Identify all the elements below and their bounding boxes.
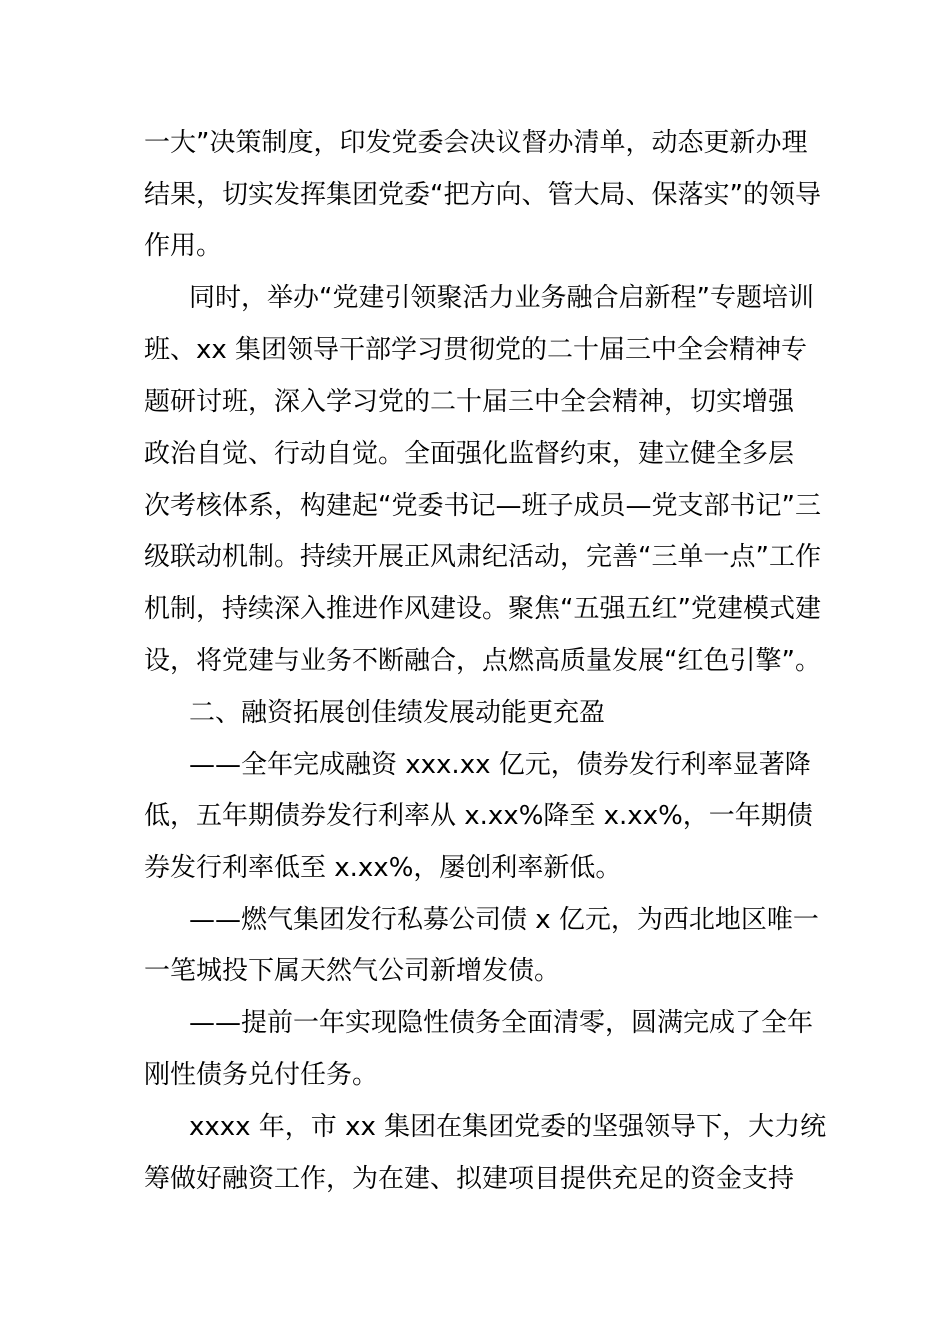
text-line: xxxx 年，市 xx 集团在集团党委的坚强领导下，大力统 bbox=[189, 1112, 827, 1142]
text-line: 政治自觉、行动自觉。全面强化监督约束，建立健全多层 bbox=[144, 439, 795, 469]
text-line: 结果，切实发挥集团党委“把方向、管大局、保落实”的领导 bbox=[144, 180, 821, 210]
text-line: 筹做好融资工作，为在建、拟建项目提供充足的资金支持 bbox=[144, 1164, 795, 1194]
text-line: 一笔城投下属天然气公司新增发债。 bbox=[144, 956, 561, 986]
section-heading: 二、融资拓展创佳绩发展动能更充盈 bbox=[189, 698, 606, 728]
text-line: 券发行利率低至 x.xx%，屡创利率新低。 bbox=[144, 853, 622, 883]
text-line: 级联动机制。持续开展正风肃纪活动，完善“三单一点”工作 bbox=[144, 542, 821, 572]
text-line: 题研讨班，深入学习党的二十届三中全会精神，切实增强 bbox=[144, 387, 795, 417]
text-line: ——全年完成融资 xxx.xx 亿元，债券发行利率显著降 bbox=[189, 750, 811, 780]
text-line: 作用。 bbox=[144, 231, 223, 261]
text-line: 低，五年期债券发行利率从 x.xx%降至 x.xx%，一年期债 bbox=[144, 801, 813, 831]
text-line: 次考核体系，构建起“党委书记—班子成员—党支部书记”三 bbox=[144, 491, 821, 521]
text-line: ——燃气集团发行私募公司债 x 亿元，为西北地区唯一 bbox=[189, 905, 819, 935]
text-line: 设，将党建与业务不断融合，点燃高质量发展“红色引擎”。 bbox=[144, 646, 821, 676]
text-line: 同时，举办“党建引领聚活力业务融合启新程”专题培训 bbox=[189, 283, 814, 313]
text-line: ——提前一年实现隐性债务全面清零，圆满完成了全年 bbox=[189, 1008, 814, 1038]
text-line: 刚性债务兑付任务。 bbox=[144, 1060, 379, 1090]
text-line: 一大”决策制度，印发党委会决议督办清单，动态更新办理 bbox=[144, 128, 808, 158]
text-line: 机制，持续深入推进作风建设。聚焦“五强五红”党建模式建 bbox=[144, 594, 821, 624]
text-line: 班、xx 集团领导干部学习贯彻党的二十届三中全会精神专 bbox=[144, 335, 808, 365]
